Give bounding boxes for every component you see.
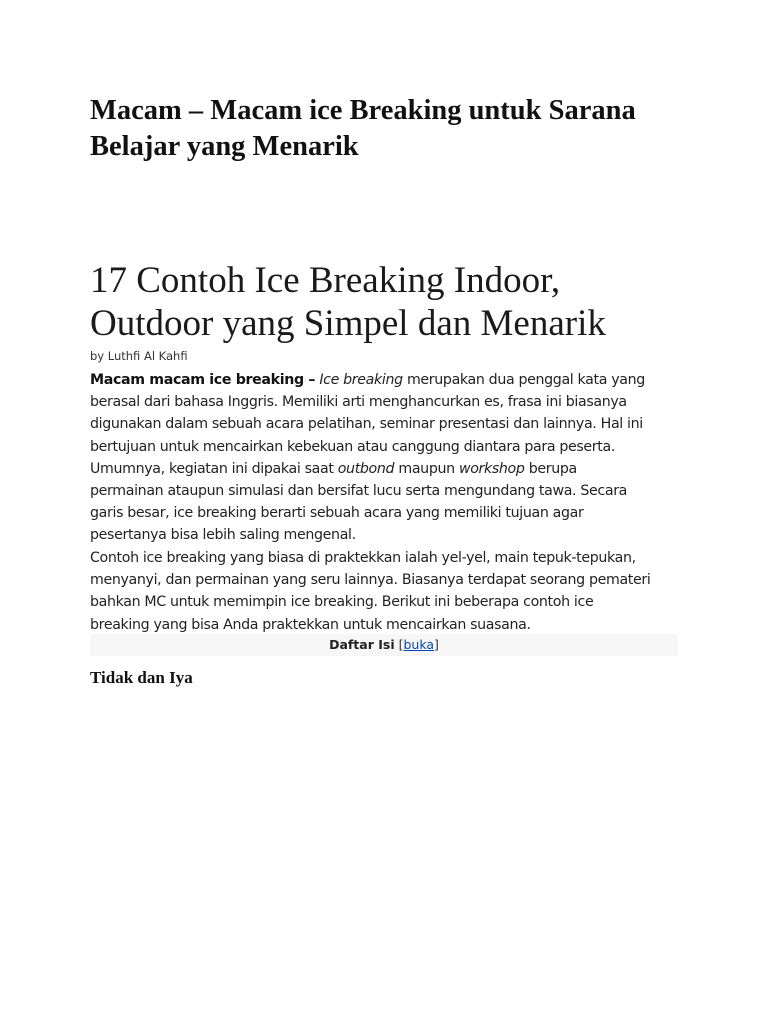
paragraph-line: pesertanya bisa lebih saling mengenal. <box>90 527 356 544</box>
line-text: maupun <box>398 460 455 477</box>
intro-paragraph <box>90 369 690 547</box>
article-byline: by Luthfi Al Kahfi <box>90 349 188 363</box>
paragraph-line: berasal dari bahasa Inggris. Memiliki arti menghancurkan es, frasa ini biasanya <box>90 394 627 411</box>
table-of-contents <box>90 634 678 656</box>
line-text: Umumnya, kegiatan ini dipakai saat <box>90 460 334 477</box>
toc-bracket-close: ] <box>434 637 439 652</box>
lead-bold-text: Macam macam ice breaking – <box>90 372 316 388</box>
document-title: Macam – Macam ice Breaking untuk Sarana Belajar yang Menarik <box>90 95 636 162</box>
toc-bracket-open: [ <box>398 637 404 652</box>
italic-outbond: outbond <box>337 460 395 477</box>
line-text: merupakan dua penggal kata yang <box>406 372 645 388</box>
toc-toggle-link[interactable]: buka <box>403 637 435 652</box>
paragraph-line: garis besar, ice breaking berarti sebuah acara yang memiliki tujuan agar <box>90 505 584 522</box>
section-heading: Tidak dan Iya <box>90 668 193 687</box>
article-title: 17 Contoh Ice Breaking Indoor, Outdoor yang Simpel dan Menarik <box>90 260 606 344</box>
paragraph-line: bertujuan untuk mencairkan kebekuan atau canggung diantara para peserta. <box>90 438 615 455</box>
line-text: berupa <box>528 460 577 477</box>
paragraph-line: digunakan dalam sebuah acara pelatihan, seminar presentasi dan lainnya. Hal ini <box>90 416 643 433</box>
italic-term: Ice breaking <box>319 372 403 388</box>
paragraph-line <box>90 458 690 480</box>
paragraph-line <box>90 369 690 391</box>
paragraph-line: permainan ataupun simulasi dan bersifat lucu serta mengundang tawa. Secara <box>90 483 628 500</box>
paragraph-line: Contoh ice breaking yang biasa di praktekkan ialah yel-yel, main tepuk-tepukan, <box>90 550 636 566</box>
paragraph-line: menyanyi, dan permainan yang seru lainnya. Biasanya terdapat seorang pemateri <box>90 572 651 589</box>
paragraph-line: breaking yang bisa Anda praktekkan untuk mencairkan suasana. <box>90 616 531 633</box>
italic-workshop: workshop <box>458 460 525 477</box>
paragraph-line: bahkan MC untuk memimpin ice breaking. Berikut ini beberapa contoh ice <box>90 594 594 611</box>
toc-label: Daftar Isi <box>329 637 395 652</box>
examples-paragraph <box>90 547 690 636</box>
